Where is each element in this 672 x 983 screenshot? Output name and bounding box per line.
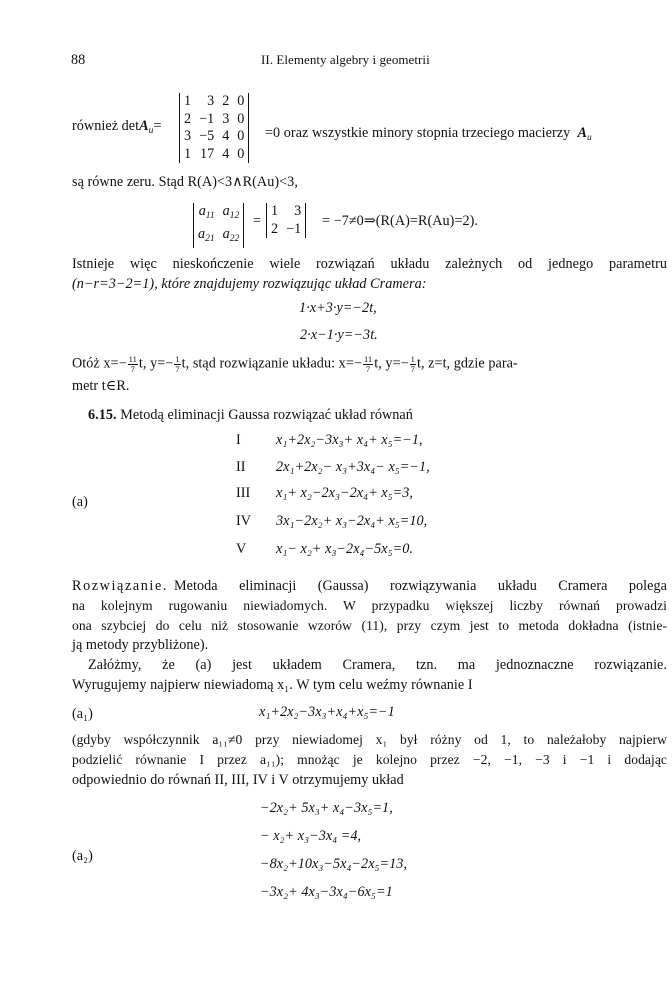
- system-a-equation: x₁+2x₂−3x₃+ x₄+ x₅=−1,: [276, 432, 423, 448]
- rank-line: są równe zeru. Stąd R(A)<3∧R(Au)<3,: [72, 174, 298, 190]
- matrix-au-row: [180, 128, 248, 146]
- matrix-au-cell: 0: [237, 128, 245, 144]
- minor-result: = −7≠0⇒(R(A)=R(Au)=2).: [322, 213, 479, 229]
- solution-line1: Otóż x=− $\frac{11}{7}$ t, y=− $\frac{1}{7}$ t, stąd rozwiązanie układu: x=− $\frac{11}{7}$ t, y=− $\frac{1}{7}$ t, z=t, gdzie para-: [72, 354, 518, 374]
- system-a-label: (a): [72, 494, 88, 510]
- matrix-au-cell: 1: [184, 145, 192, 162]
- sol-line-2: ona szybciej do celu niż stosowanie wzorów (11), przy czym jest to metoda dokładna (istnie-: [72, 618, 667, 633]
- det-tail-text: =0 oraz wszystkie minory stopnia trzeciego macierzy: [265, 125, 571, 141]
- matrix-au-cell: 0: [237, 93, 245, 109]
- system-a2-label: (a₂): [72, 848, 93, 864]
- matrix-au-cell: 2: [222, 93, 230, 109]
- system-a-equation: x₁+ x₂−2x₃−2x₄+ x₅=3,: [276, 485, 413, 501]
- minor-sym-cell: $a_{22}$: [222, 225, 240, 244]
- sol-line-0: Rozwiązanie. Metoda eliminacji (Gaussa) rozwiązywania układu Cramera polega: [72, 578, 667, 594]
- matrix-au-cell: 0: [237, 110, 245, 127]
- matrix-au-cell: 1: [184, 93, 192, 109]
- system-a2-equation: −3x₂+ 4x₃−3x₄−6x₅=1: [260, 884, 393, 900]
- matrix-au-cell: 2: [184, 110, 192, 127]
- det-tail-sub: u: [586, 133, 592, 143]
- det-tail-sym: A: [577, 125, 587, 141]
- matrix-au-row: [180, 146, 248, 164]
- system-a-roman: II: [236, 459, 246, 475]
- minor-num-cell: 3: [294, 203, 302, 219]
- system-a-roman: IV: [236, 513, 252, 529]
- matrix-au: [179, 93, 249, 163]
- a1-label: (a₁): [72, 706, 93, 722]
- page-number: 88: [71, 52, 86, 68]
- solution-heading: Rozwiązanie.: [72, 578, 169, 594]
- matrix-au-cell: −1: [199, 110, 215, 127]
- para1-line1: Istnieje więc nieskończenie wiele rozwiązań układu zależnych od jednego parametru: [72, 256, 667, 272]
- solution-line2: metr t∈R.: [72, 378, 130, 394]
- sol-line-5: Wyrugujemy najpierw niewiadomą x₁. W tym celu weźmy równanie I: [72, 677, 473, 693]
- sol-line-7: podzielić równanie I przez a₁₁); mnożąc je kolejno przez −2, −1, −3 i −1 i dodając: [72, 752, 667, 767]
- det-sym: A: [139, 118, 149, 134]
- para1-line2: (n−r=3−2=1), które znajdujemy rozwiązując układ Cramera:: [72, 276, 427, 292]
- system-a-equation: 3x₁−2x₂+ x₃−2x₄+ x₅=10,: [276, 513, 428, 529]
- sol-line-4: Załóżmy, że (a) jest układem Cramera, tzn. ma jednoznaczne rozwiązanie.: [88, 657, 667, 673]
- cramer-eq2: 2·x−1·y=−3t.: [300, 327, 378, 343]
- minor-num-row: [267, 221, 305, 239]
- minor-sym-row: [194, 203, 243, 226]
- system-a-equation: x₁− x₂+ x₃−2x₄−5x₅=0.: [276, 541, 413, 557]
- matrix-au-cell: 4: [222, 145, 230, 162]
- matrix-au-cell: 0: [237, 145, 245, 162]
- minor-sym-cell: $a_{12}$: [222, 203, 240, 221]
- matrix-au-row: [180, 93, 248, 111]
- problem-text: Metodą eliminacji Gaussa rozwiązać układ równań: [120, 407, 413, 423]
- system-a-equation: 2x₁+2x₂− x₃+3x₄− x₅=−1,: [276, 459, 430, 475]
- sol-line-8: odpowiednio do równań II, III, IV i V otrzymujemy układ: [72, 772, 404, 788]
- minor-num-cell: −1: [286, 220, 302, 237]
- matrix-au-cell: 3: [207, 93, 215, 109]
- minor-eq: =: [253, 213, 262, 229]
- minor-sym-row: [194, 226, 243, 249]
- minor-num-cell: 1: [271, 203, 279, 219]
- running-title: II. Elementy algebry i geometrii: [261, 52, 430, 67]
- matrix-au-cell: 17: [200, 145, 215, 162]
- minor-num-cell: 2: [271, 220, 279, 237]
- system-a-roman: III: [236, 485, 251, 501]
- system-a-roman: V: [236, 541, 247, 557]
- system-a2-equation: −8x₂+10x₃−5x₄−2x₅=13,: [260, 856, 408, 872]
- matrix-au-cell: 4: [222, 128, 230, 144]
- minor-num-row: [267, 203, 305, 221]
- minor-sym-cell: $a_{11}$: [198, 203, 215, 221]
- minor-symbolic: [193, 203, 244, 248]
- det-lead: [72, 118, 162, 136]
- problem-heading: [88, 407, 413, 424]
- matrix-au-cell: −5: [199, 128, 215, 144]
- cramer-eq1: 1·x+3·y=−2t,: [299, 300, 377, 316]
- sol-line-3: ją metody przybliżone).: [72, 637, 209, 653]
- det-tail: [265, 125, 665, 143]
- sol-line-6: (gdyby współczynnik a₁₁≠0 przy niewiadomej x₁ był różny od 1, to należałoby najpierw: [72, 732, 667, 747]
- matrix-au-row: [180, 111, 248, 129]
- problem-number: 6.15.: [88, 407, 117, 423]
- det-eq: =: [153, 118, 162, 134]
- det-sub: u: [148, 126, 154, 136]
- matrix-au-cell: 3: [222, 110, 230, 127]
- sol-line-1: na kolejnym rugowaniu niewiadomych. W przypadku większej liczby równań prowadzi: [72, 598, 667, 613]
- system-a-roman: I: [236, 432, 241, 448]
- a1-equation: x₁+2x₂−3x₃+x₄+x₅=−1: [259, 704, 395, 720]
- system-a2-equation: −2x₂+ 5x₃+ x₄−3x₅=1,: [260, 800, 393, 816]
- det-lead-text: również det: [72, 118, 140, 134]
- minor-numeric: [266, 203, 306, 238]
- matrix-au-cell: 3: [184, 128, 192, 144]
- minor-sym-cell: $a_{21}$: [198, 225, 215, 244]
- system-a2-equation: − x₂+ x₃−3x₄ =4,: [260, 828, 362, 844]
